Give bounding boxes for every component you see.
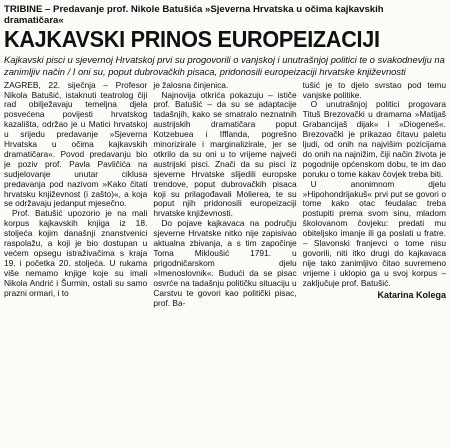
- column-2: [153, 81, 296, 416]
- paragraph: U anonimnom djelu »Hipohondrijakuš« prvi put se govori o tome kako otac feudalac treba postupiti prema svom sinu, mladom školovanom čovjeku: predati mu obiteljsko imanje ili ga poslati u fratre. – Slavonski franjevci o tome nisu govorili, niti itko drugi do kajkavaca nije tako zanimljivo čitao suvremeno vrijeme i uklopio ga u svoj korpus – zaključuje prof. Batušić.: [302, 178, 446, 288]
- paragraph: ZAGREB, 22. siječnja – Profesor Nikola Batušić, istaknuti teatrolog čiji rad obilježavaju temeljna djela posvećena povijesti hrvatskog kazališta, održao je u Matici hrvatskoj u srijedu predavanje »Sjeverna Hrvatska u očima kajkavskih dramatičara«. Povod predavanju bio je poziv prof. Pavla Pavličića na sudjelovanje unutar ciklusa predavanja pod nazivom »Kako čitati hrvatsku književnost (i zašto)«, a koja se održavaju jedanput mjesečno.: [4, 80, 148, 209]
- paragraph: O unutrašnjoj politici progovara Tituš Brezovački u dramama »Matijaš Grabancijaš dijak« i »Diogeneš«. Brezovački je prikazao čitavu paletu ljudi, od onih na najvišim pozicijama do onih na najnižim, čiji način života je pogodnije općenskom dobu, te im dao poruku o tome kakav čovjek treba biti.: [302, 99, 446, 179]
- paragraph: tušić je to djelo svrstao pod temu vanjske politike.: [302, 80, 446, 100]
- paragraph: Do pojave kajkavaca na području sjeverne Hrvatske nitko nije zapisivao aktualna zbivanja, a s tim započinje Toma Mikloušić 1791. u prigodničarskom djelu »Imenoslovnik«. Budući da se pisac osvrće na tadašnju političku situaciju u Carstvu te govori kao politički pisac, prof. Ba-: [153, 218, 297, 308]
- column-3: [303, 81, 446, 416]
- kicker: TRIBINE – Predavanje prof. Nikole Batušića »Sjeverna Hrvatska u očima kajkavskih dramatičara«: [4, 4, 384, 27]
- paragraph: Prof. Batušić upozorio je na mali korpus kajkavskih knjiga iz 18. stoljeća kojim današnji znanstvenici raspolažu, a koji je bio dostupan u većem opsegu istraživačima s kraja 19. i početka 20. stoljeća. U rukama više nemamo knjige koje su imali Nikola Andrić i Šurmin, ostali su samo prazni ormari, i to: [4, 208, 148, 298]
- byline: Katarina Kolega: [377, 289, 446, 300]
- lead-paragraph: Kajkavski pisci u sjevernoj Hrvatskoj prvi su progovorili o vanjskoj i unutrašnjoj politici te o svakodnevlju na zanimljiv način / I oni su, poput dubrovačkih pisaca, pridonosili europeizaciji hrvatske književnosti: [4, 54, 445, 77]
- article-columns: [4, 81, 446, 416]
- column-1: [4, 81, 147, 416]
- paragraph: je žalosna činjenica.: [153, 80, 229, 90]
- headline: KAJKAVSKI PRINOS EUROPEIZACIJI: [4, 26, 380, 53]
- paragraph: Najnovija otkrića pokazuju – ističe prof. Batušić – da su se adaptacije tadašnjih, kako se smatralo neznatnih austrijskih dramatičara poput Kotzebuea i Ifflanda, pogrešno minorizirale i marginalizirale, jer se otkrilo da su oni u to vrijeme najveći austrijski pisci. Znači da su pisci iz sjeverne Hrvatske slijedili europske trendove, poput dubrovačkih pisaca koji su prilagođavali Molierea, te su poput njih pridonosili europeizaciji hrvatske književnosti.: [153, 89, 297, 219]
